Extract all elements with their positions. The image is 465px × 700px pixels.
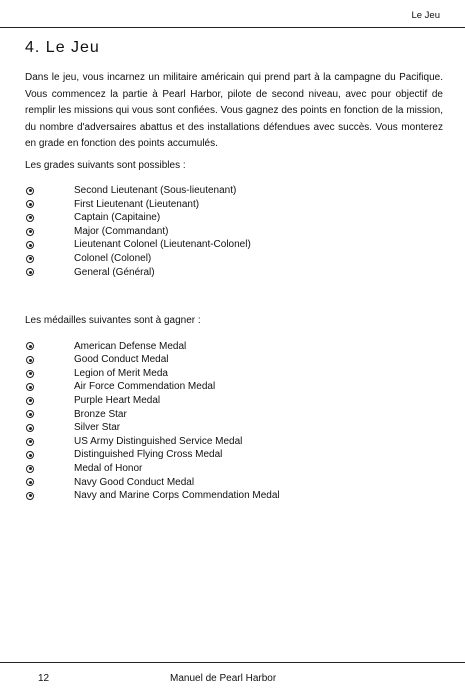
manual-title: Manuel de Pearl Harbor bbox=[170, 673, 277, 684]
spacer bbox=[25, 279, 443, 308]
list-item bbox=[25, 408, 443, 422]
section-title: 4. Le Jeu bbox=[25, 39, 100, 56]
list-item bbox=[25, 435, 443, 449]
bullet-icon bbox=[26, 268, 34, 276]
bullet-icon bbox=[26, 451, 34, 459]
bullet-icon bbox=[26, 255, 34, 263]
list-item bbox=[25, 353, 443, 367]
grade-label: Lieutenant Colonel (Lieutenant-Colonel) bbox=[74, 239, 251, 251]
bullet-icon bbox=[26, 241, 34, 249]
bullet-icon bbox=[26, 342, 34, 350]
bullet-icon bbox=[26, 356, 34, 364]
list-item bbox=[25, 184, 443, 198]
list-item bbox=[25, 266, 443, 280]
list-item bbox=[25, 476, 443, 490]
list-item bbox=[25, 252, 443, 266]
bullet-icon bbox=[26, 214, 34, 222]
medal-label: Silver Star bbox=[74, 422, 121, 434]
bullet-icon bbox=[26, 492, 34, 500]
bullet-icon bbox=[26, 200, 34, 208]
list-item bbox=[25, 462, 443, 476]
bullet-icon bbox=[26, 383, 34, 391]
bullet-icon bbox=[26, 397, 34, 405]
list-item bbox=[25, 489, 443, 503]
bullet-icon bbox=[26, 424, 34, 432]
grade-label: Colonel (Colonel) bbox=[74, 252, 152, 264]
medal-label: American Defense Medal bbox=[74, 340, 187, 352]
bullet-icon bbox=[26, 370, 34, 378]
list-item bbox=[25, 211, 443, 225]
page-content bbox=[25, 70, 443, 503]
medal-label: Air Force Commendation Medal bbox=[74, 381, 216, 393]
grade-label: Captain (Capitaine) bbox=[74, 212, 161, 224]
list-item bbox=[25, 198, 443, 212]
footer-rule bbox=[0, 662, 465, 663]
medal-label: Legion of Merit Meda bbox=[74, 367, 168, 379]
medal-label: Bronze Star bbox=[74, 408, 127, 420]
medals-lead: Les médailles suivantes sont à gagner : bbox=[25, 315, 201, 327]
bullet-icon bbox=[26, 465, 34, 473]
medals-list bbox=[25, 340, 443, 503]
bullet-icon bbox=[26, 410, 34, 418]
bullet-icon bbox=[26, 478, 34, 486]
list-item bbox=[25, 448, 443, 462]
grade-label: General (Général) bbox=[74, 266, 155, 278]
list-item bbox=[25, 225, 443, 239]
medal-label: Purple Heart Medal bbox=[74, 395, 161, 407]
bullet-icon bbox=[26, 187, 34, 195]
list-item bbox=[25, 394, 443, 408]
medal-label: Medal of Honor bbox=[74, 463, 143, 474]
medal-label: Navy Good Conduct Medal bbox=[74, 476, 195, 488]
list-item bbox=[25, 380, 443, 394]
list-item bbox=[25, 340, 443, 354]
medal-label: Good Conduct Medal bbox=[74, 354, 169, 366]
grade-label: Major (Commandant) bbox=[74, 225, 169, 237]
intro-paragraph: Dans le jeu, vous incarnez un militaire américain qui prend part à la campagne du Pacifique. Vous commencez la partie à Pearl Harbor, pilote de second niveau, avec pour objectif de remplir les missions qui vous sont confiées. Vous gagnez des points en fonction de la mission, du nombre d'adversaires abattus et des installations défendues avec succès. Vous monterez en grade en fonction des points accumulés. bbox=[25, 72, 443, 149]
page-number: 12 bbox=[38, 673, 50, 684]
list-item bbox=[25, 421, 443, 435]
list-item bbox=[25, 367, 443, 381]
medal-label: Navy and Marine Corps Commendation Medal bbox=[74, 490, 280, 502]
header-rule bbox=[0, 27, 465, 28]
grade-label: First Lieutenant (Lieutenant) bbox=[74, 198, 200, 210]
grade-label: Second Lieutenant (Sous-lieutenant) bbox=[74, 185, 237, 196]
bullet-icon bbox=[26, 438, 34, 446]
medal-label: US Army Distinguished Service Medal bbox=[74, 435, 243, 447]
running-header: Le Jeu bbox=[411, 10, 440, 21]
bullet-icon bbox=[26, 228, 34, 236]
list-item bbox=[25, 238, 443, 252]
grades-list bbox=[25, 184, 443, 279]
grades-lead: Les grades suivants sont possibles : bbox=[25, 159, 186, 171]
medal-label: Distinguished Flying Cross Medal bbox=[74, 449, 223, 461]
